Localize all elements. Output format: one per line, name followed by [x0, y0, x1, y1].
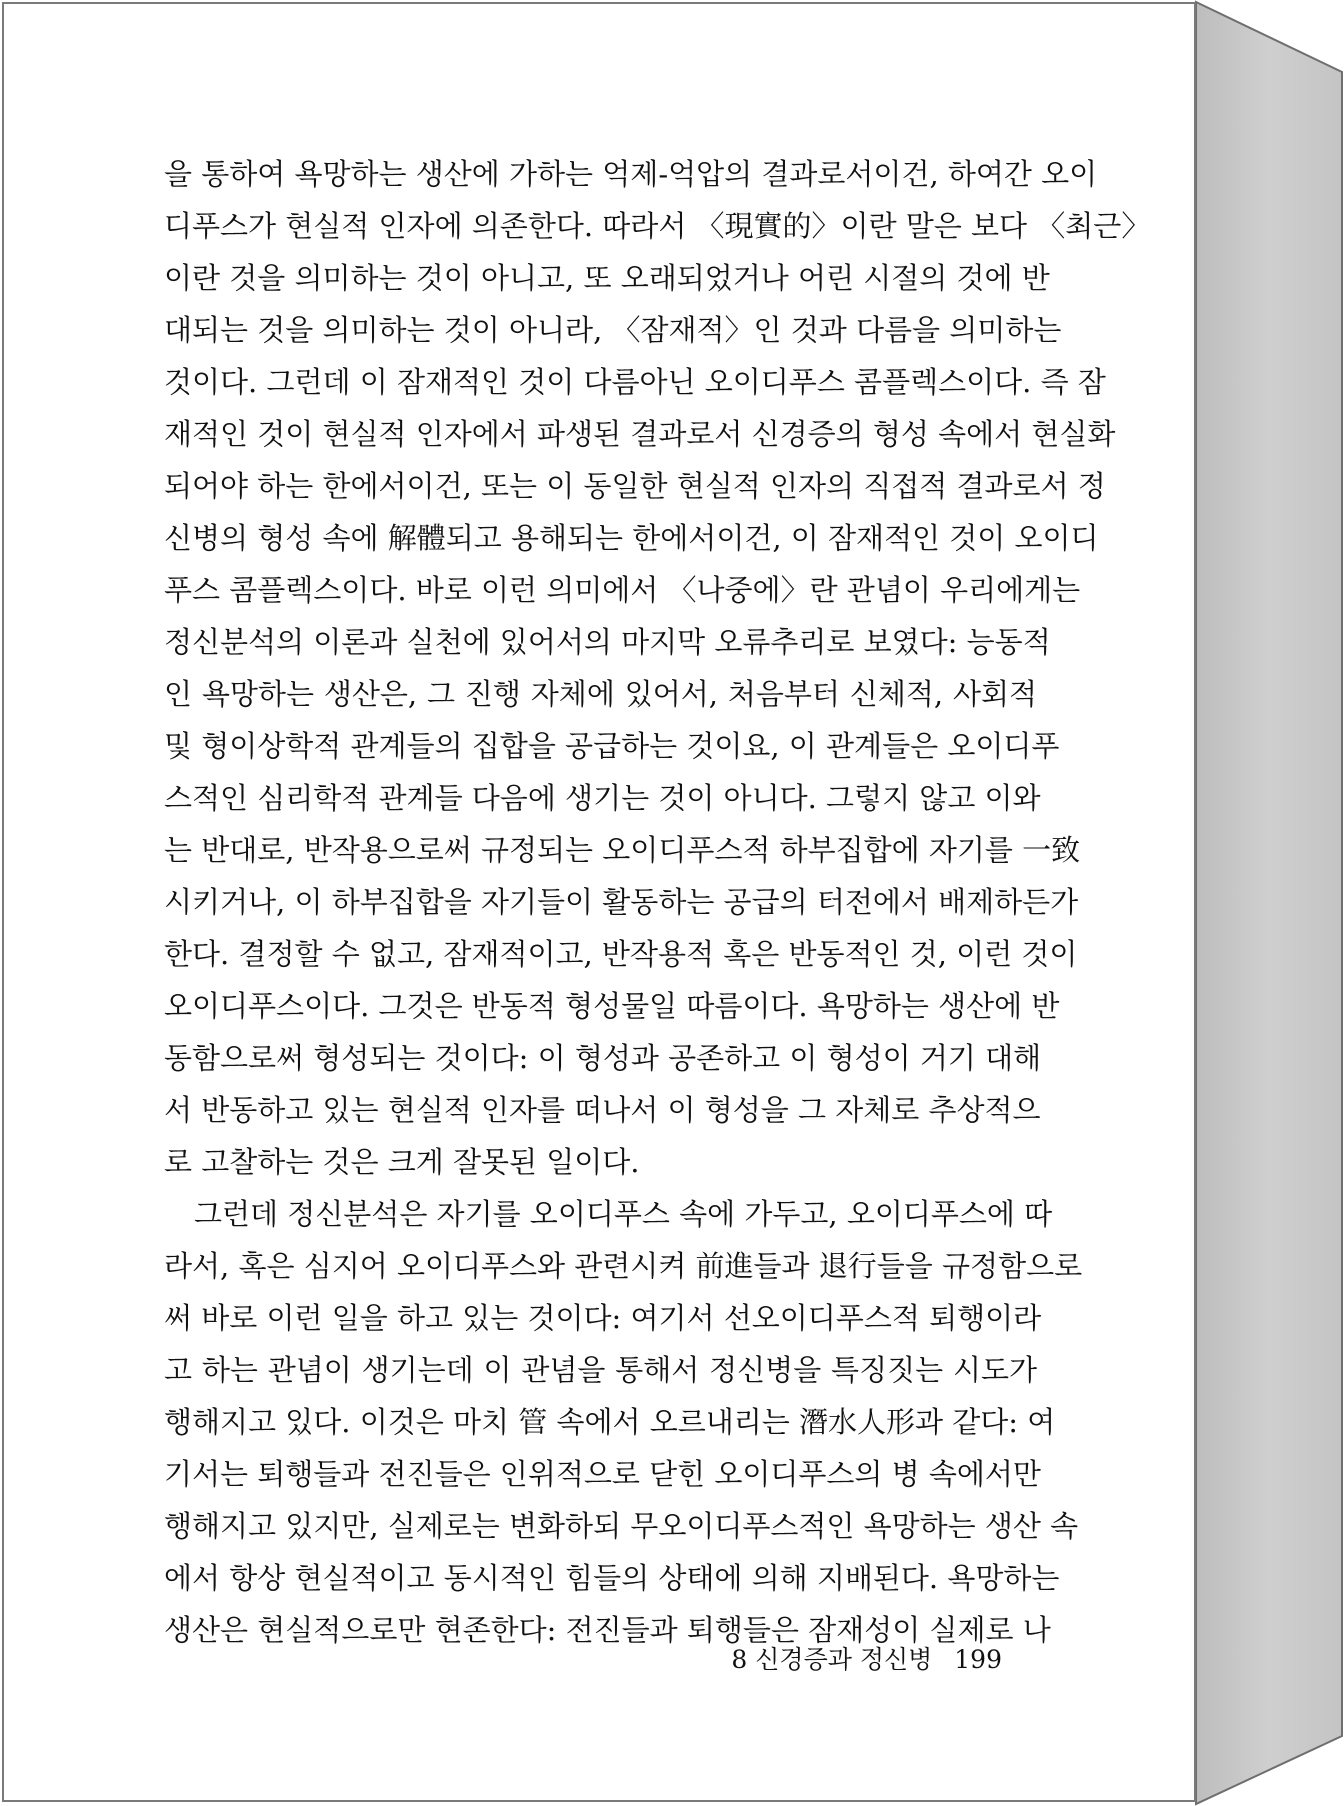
- text-line: 시키거나, 이 하부집합을 자기들이 활동하는 공급의 터전에서 배제하든가: [164, 885, 1079, 919]
- text-line: 대되는 것을 의미하는 것이 아니라, 〈잠재적〉인 것과 다름을 의미하는: [164, 313, 1062, 347]
- text-line: 라서, 혹은 심지어 오이디푸스와 관련시켜 前進들과 退行들을 규정함으로: [164, 1249, 1083, 1283]
- text-line: 및 형이상학적 관계들의 집합을 공급하는 것이요, 이 관계들은 오이디푸: [164, 729, 1060, 763]
- text-line: 것이다. 그런데 이 잠재적인 것이 다름아닌 오이디푸스 콤플렉스이다. 즉 잠: [164, 365, 1106, 399]
- text-line: 푸스 콤플렉스이다. 바로 이런 의미에서 〈나중에〉란 관념이 우리에게는: [164, 573, 1081, 607]
- text-line: 인 욕망하는 생산은, 그 진행 자체에 있어서, 처음부터 신체적, 사회적: [164, 677, 1037, 711]
- text-line: 재적인 것이 현실적 인자에서 파생된 결과로서 신경증의 형성 속에서 현실화: [164, 417, 1116, 451]
- text-line: 정신분석의 이론과 실천에 있어서의 마지막 오류추리로 보였다: 능동적: [164, 625, 1051, 659]
- text-line: 되어야 하는 한에서이건, 또는 이 동일한 현실적 인자의 직접적 결과로서 정: [164, 469, 1106, 503]
- text-line: 오이디푸스이다. 그것은 반동적 형성물일 따름이다. 욕망하는 생산에 반: [164, 989, 1060, 1023]
- text-line: 스적인 심리학적 관계들 다음에 생기는 것이 아니다. 그렇지 않고 이와: [164, 781, 1041, 815]
- text-line: 서 반동하고 있는 현실적 인자를 떠나서 이 형성을 그 자체로 추상적으: [164, 1093, 1041, 1127]
- chapter-title: 8 신경증과 정신병: [731, 1645, 933, 1674]
- text-line: 한다. 결정할 수 없고, 잠재적이고, 반작용적 혹은 반동적인 것, 이런 것이: [164, 937, 1078, 971]
- book-page: [2, 2, 1196, 1802]
- text-line: 에서 항상 현실적이고 동시적인 힘들의 상태에 의해 지배된다. 욕망하는: [164, 1561, 1060, 1595]
- page-body-text: [164, 148, 1151, 1656]
- text-line: 는 반대로, 반작용으로써 규정되는 오이디푸스적 하부집합에 자기를 一致: [164, 833, 1081, 867]
- text-line: 을 통하여 욕망하는 생산에 가하는 억제-억압의 결과로서이건, 하여간 오이: [164, 157, 1098, 191]
- text-line: 디푸스가 현실적 인자에 의존한다. 따라서 〈現實的〉이란 말은 보다 〈최근〉: [164, 209, 1151, 243]
- text-line: 고 하는 관념이 생기는데 이 관념을 통해서 정신병을 특징짓는 시도가: [164, 1353, 1037, 1387]
- page-footer: [731, 1640, 1002, 1676]
- page-number: 199: [954, 1645, 1002, 1674]
- text-line: 생산은 현실적으로만 현존한다: 전진들과 퇴행들은 잠재성이 실제로 나: [164, 1613, 1051, 1647]
- text-line: 로 고찰하는 것은 크게 잘못된 일이다.: [164, 1145, 640, 1179]
- text-line: 신병의 형성 속에 解體되고 용해되는 한에서이건, 이 잠재적인 것이 오이디: [164, 521, 1099, 555]
- text-line: 기서는 퇴행들과 전진들은 인위적으로 닫힌 오이디푸스의 병 속에서만: [164, 1457, 1041, 1491]
- text-line: 써 바로 이런 일을 하고 있는 것이다: 여기서 선오이디푸스적 퇴행이라: [164, 1301, 1042, 1335]
- text-line: 행해지고 있지만, 실제로는 변화하되 무오이디푸스적인 욕망하는 생산 속: [164, 1509, 1079, 1543]
- text-line: 이란 것을 의미하는 것이 아니고, 또 오래되었거나 어린 시절의 것에 반: [164, 261, 1050, 295]
- text-line: 행해지고 있다. 이것은 마치 管 속에서 오르내리는 潛水人形과 같다: 여: [164, 1405, 1056, 1439]
- text-line: 동함으로써 형성되는 것이다: 이 형성과 공존하고 이 형성이 거기 대해: [164, 1041, 1042, 1075]
- text-line: 그런데 정신분석은 자기를 오이디푸스 속에 가두고, 오이디푸스에 따: [194, 1197, 1053, 1231]
